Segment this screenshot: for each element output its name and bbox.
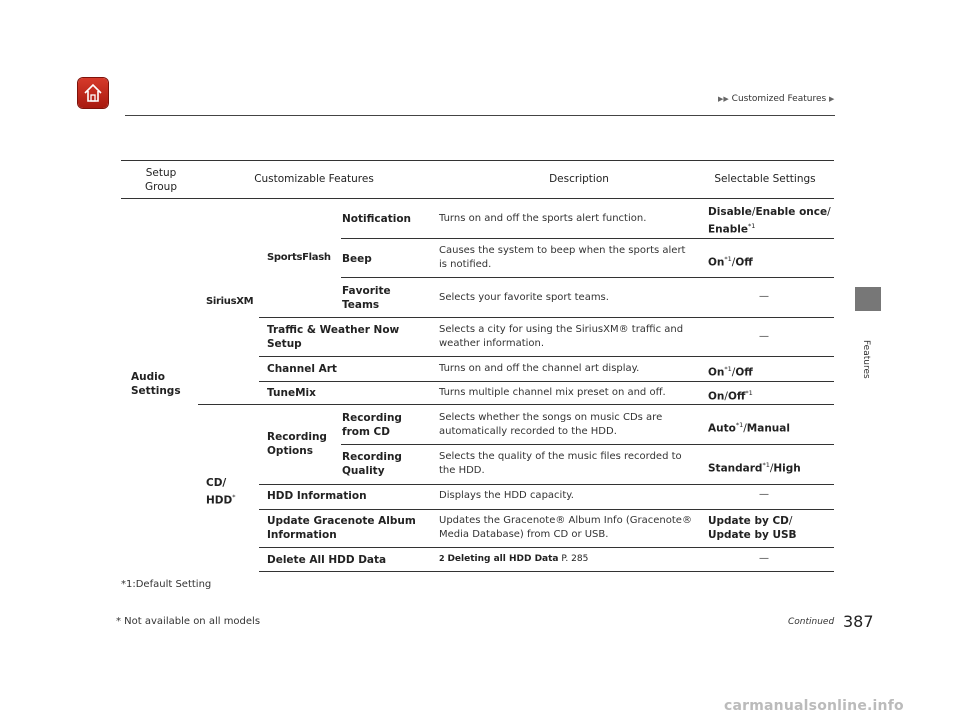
feature-label: Favorite Teams (342, 285, 391, 311)
table-rule (259, 547, 834, 548)
table-rule (259, 356, 834, 357)
feature-description: Selects your favorite sport teams. (439, 292, 609, 303)
no-setting-dash: — (759, 489, 769, 500)
no-setting-dash: — (759, 291, 769, 302)
header-selectable-settings: Selectable Settings (714, 173, 816, 185)
watermark: carmanualsonline.info (724, 698, 904, 714)
selectable-setting: On$^{*1}$/Off (708, 255, 753, 269)
feature-description: Turns multiple channel mix preset on and off. (439, 387, 666, 398)
group-audio-settings: Audio Settings (131, 371, 181, 397)
table-rule (198, 404, 834, 405)
feature-description: Turns on and off the sports alert function. (439, 213, 647, 224)
table-rule (121, 160, 834, 161)
page-number: 387 (843, 612, 874, 631)
selectable-setting: Update by CD/ Update by USB (708, 515, 797, 541)
feature-description: Causes the system to beep when the sports alert is notified. (439, 245, 686, 270)
table-rule (259, 317, 834, 318)
availability-note: * Not available on all models (116, 616, 261, 627)
default-setting-footnote: *1:Default Setting (121, 579, 212, 590)
feature-label: Channel Art (267, 363, 337, 375)
no-setting-dash: — (759, 553, 769, 564)
table-rule (259, 571, 834, 572)
selectable-setting: Disable/Enable once/ Enable$^{*1}$ (708, 206, 831, 236)
feature-label: Notification (342, 213, 412, 225)
feature-label: Beep (342, 253, 372, 265)
feature-label: Traffic & Weather Now Setup (267, 324, 400, 350)
selectable-setting: Standard$^{*1}$/High (708, 461, 801, 475)
feature-label: Recording from CD (342, 412, 402, 438)
feature-description: Selects the quality of the music files recorded to the HDD. (439, 451, 682, 476)
table-rule (259, 509, 834, 510)
feature-description: Selects whether the songs on music CDs are automatically recorded to the HDD. (439, 412, 663, 437)
table-rule (341, 277, 834, 278)
selectable-setting: On/Off$^{*1}$ (708, 389, 753, 403)
header-setup-group: Setup Group (145, 167, 177, 193)
home-icon (82, 82, 104, 104)
side-tab-marker[interactable] (855, 287, 881, 311)
feature-description: Selects a city for using the SiriusXM® traffic and weather information. (439, 324, 684, 349)
group-siriusxm: SiriusXM (206, 296, 254, 307)
group-cd-hdd: CD/ HDD* (206, 477, 236, 507)
no-setting-dash: — (759, 331, 769, 342)
feature-description: Displays the HDD capacity. (439, 490, 574, 501)
feature-label: HDD Information (267, 490, 367, 502)
group-recording-options: Recording Options (267, 431, 327, 457)
cross-reference-icon: 2 (439, 554, 445, 563)
breadcrumb-label: Customized Features (731, 94, 827, 104)
feature-description: Updates the Gracenote® Album Info (Gracenote® Media Database) from CD or USB. (439, 515, 692, 540)
selectable-setting: On$^{*1}$/Off (708, 365, 753, 379)
table-rule (341, 238, 834, 239)
side-tab-label: Features (861, 340, 871, 379)
feature-description: Turns on and off the channel art display. (439, 363, 640, 374)
breadcrumb-arrow-icon: ▶▶ (718, 95, 729, 103)
breadcrumb-arrow-icon: ▶ (829, 95, 835, 103)
header-customizable-features: Customizable Features (254, 173, 374, 185)
header-divider (125, 115, 835, 116)
table-rule (259, 484, 834, 485)
feature-label: Update Gracenote Album Information (267, 515, 416, 541)
table-rule (121, 198, 834, 199)
home-button[interactable] (78, 78, 108, 108)
continued-label: Continued (788, 617, 835, 627)
table-rule (341, 444, 834, 445)
feature-label: TuneMix (267, 387, 316, 399)
breadcrumb[interactable] (718, 94, 834, 104)
selectable-setting: Auto$^{*1}$/Manual (708, 421, 790, 435)
feature-label: Recording Quality (342, 451, 402, 477)
feature-label: Delete All HDD Data (267, 554, 387, 566)
cross-reference-link[interactable]: 2 Deleting all HDD Data P. 285 (439, 554, 589, 564)
table-rule (259, 381, 834, 382)
group-sportsflash: SportsFlash (267, 252, 331, 263)
header-description: Description (549, 173, 609, 185)
